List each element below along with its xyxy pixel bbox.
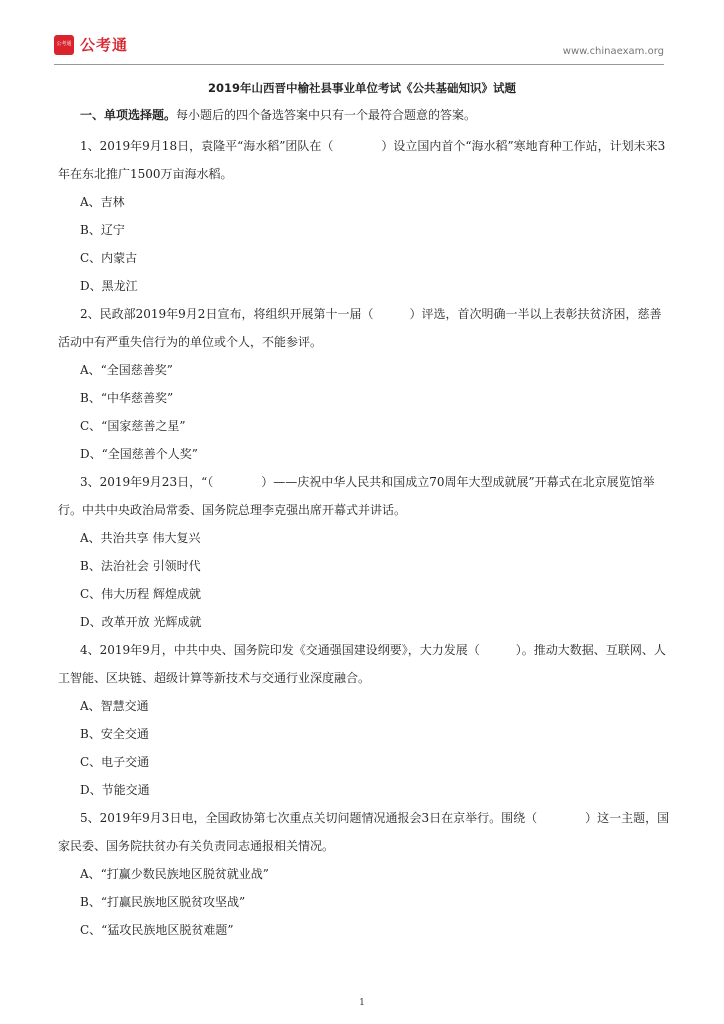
option-b: B、“中华慈善奖”: [80, 391, 174, 405]
option-c: C、伟大历程 辉煌成就: [80, 587, 201, 601]
option-a: A、“打赢少数民族地区脱贫就业战”: [80, 867, 269, 881]
option-d: D、改革开放 光辉成就: [80, 615, 202, 629]
logo: [54, 34, 128, 55]
question-2: [58, 300, 670, 468]
question-text: 1、2019年9月18日，袁隆平“海水稻”团队在（ ）设立国内首个“海水稻”寒地育种工作站，计划未来3年在东北推广1500万亩海水稻。: [58, 139, 666, 181]
site-url: www.chinaexam.org: [562, 46, 664, 57]
logo-text: 公考通: [80, 36, 129, 54]
document-body: [58, 104, 670, 944]
page-header: [54, 30, 664, 66]
option-c: C、“国家慈善之星”: [80, 419, 186, 433]
option-c: C、内蒙古: [80, 251, 138, 265]
document-title: 2019年山西晋中榆社县事业单位考试《公共基础知识》试题: [207, 81, 516, 95]
question-text: 4、2019年9月，中共中央、国务院印发《交通强国建设纲要》，大力发展（ ）。推动大数据、互联网、人工智能、区块链、超级计算等新技术与交通行业深度融合。: [58, 643, 666, 685]
option-d: D、“全国慈善个人奖”: [80, 447, 198, 461]
question-text: 2、民政部2019年9月2日宣布，将组织开展第十一届（ ）评选，首次明确一半以上表彰扶贫济困，慈善活动中有严重失信行为的单位或个人，不能参评。: [58, 307, 662, 349]
page-number: 1: [359, 998, 365, 1008]
option-a: A、吉林: [80, 195, 125, 209]
option-b: B、辽宁: [80, 223, 125, 237]
option-d: D、黑龙江: [80, 279, 138, 293]
option-c: C、“猛攻民族地区脱贫难题”: [80, 923, 234, 937]
option-a: A、智慧交通: [80, 699, 149, 713]
option-a: A、共治共享 伟大复兴: [80, 531, 201, 545]
header-divider: [54, 64, 664, 65]
option-a: A、“全国慈善奖”: [80, 363, 173, 377]
option-c: C、电子交通: [80, 755, 150, 769]
section-instruction: 每小题后的四个备选答案中只有一个最符合题意的答案。: [176, 108, 477, 122]
question-text: 3、2019年9月23日，“（ ）——庆祝中华人民共和国成立70周年大型成就展”开幕式在北京展览馆举行。中共中央政治局常委、国务院总理李克强出席开幕式并讲话。: [58, 475, 655, 517]
logo-badge: 公考通: [54, 35, 74, 55]
section-label: 一、单项选择题。: [80, 108, 177, 122]
question-text: 5、2019年9月3日电，全国政协第七次重点关切问题情况通报会3日在京举行。围绕（ ）这一主题，国家民委、国务院扶贫办有关负责同志通报相关情况。: [58, 811, 670, 853]
question-5: [58, 804, 670, 944]
question-4: [58, 636, 670, 804]
question-1: [58, 132, 670, 300]
question-3: [58, 468, 670, 636]
option-b: B、法治社会 引领时代: [80, 559, 201, 573]
option-b: B、“打赢民族地区脱贫攻坚战”: [80, 895, 246, 909]
section-heading: [80, 104, 670, 126]
option-b: B、安全交通: [80, 727, 149, 741]
option-d: D、节能交通: [80, 783, 150, 797]
